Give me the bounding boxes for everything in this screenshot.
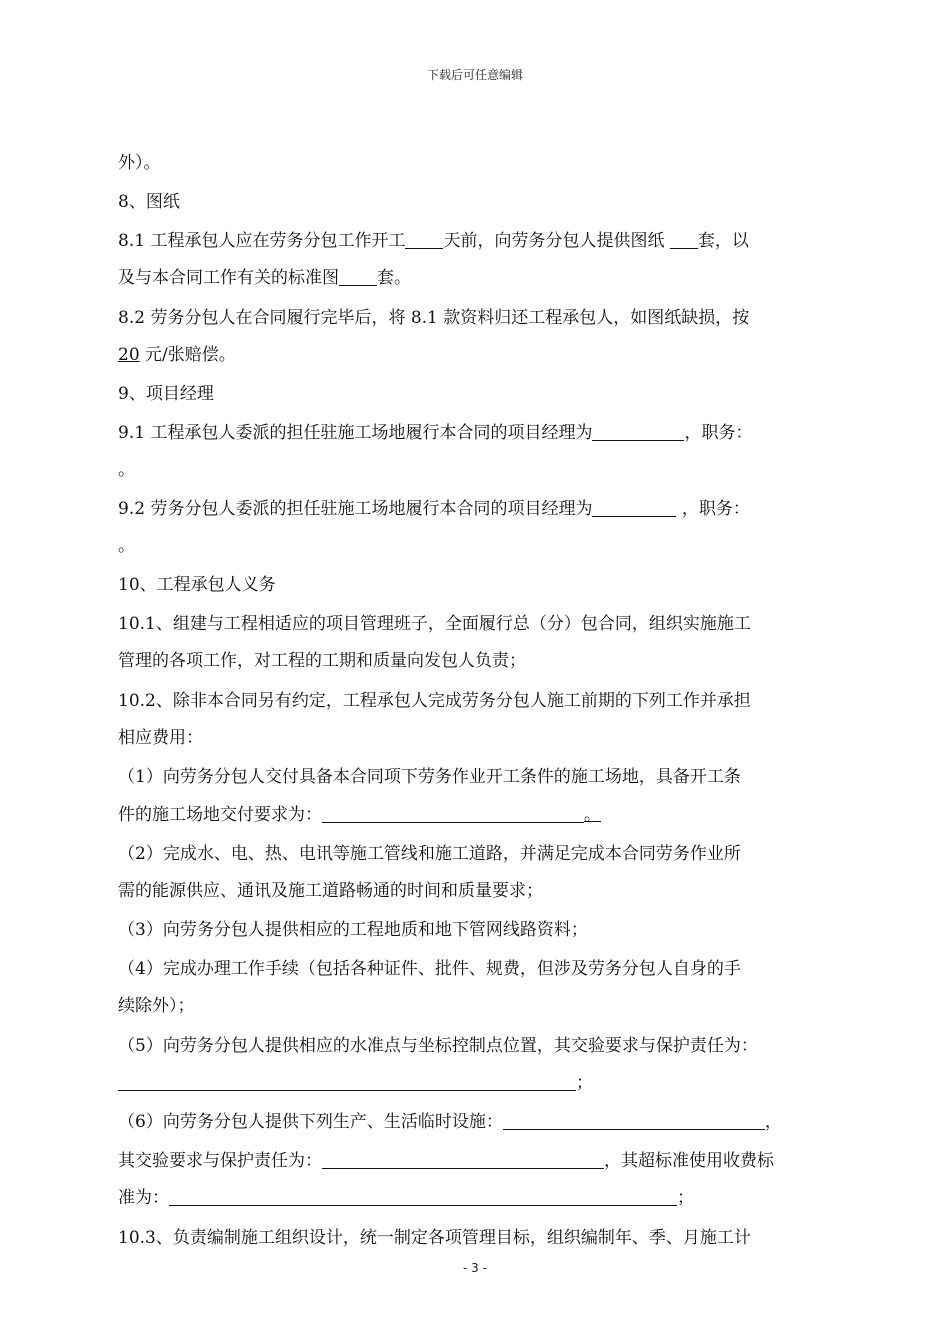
text-line: 需的能源供应、通讯及施工道路畅通的时间和质量要求；: [118, 881, 543, 901]
item-6: （6）向劳务分包人提供下列生产、生活临时设施： ，: [118, 1112, 782, 1132]
clause-10-1: 10.1、组建与工程相适应的项目管理班子，全面履行总（分）包合同，组织实施施工: [118, 614, 751, 634]
text-line: 20 元/张赔偿。: [118, 345, 236, 365]
page-number: - 3 -: [463, 1261, 487, 1275]
text-line: 件的施工场地交付要求为： 。: [118, 805, 601, 825]
section-heading-drawings: 8、图纸: [118, 192, 180, 212]
clause-10-3: 10.3、负责编制施工组织设计，统一制定各项管理目标，组织编制年、季、月施工计: [118, 1228, 751, 1248]
text-line: ；: [118, 1072, 593, 1094]
clause-10-2: 10.2、除非本合同另有约定，工程承包人完成劳务分包人施工前期的下列工作并承担: [118, 691, 751, 711]
item-3: （3）向劳务分包人提供相应的工程地质和地下管网线路资料；: [118, 920, 588, 940]
section-heading-project-manager: 9、项目经理: [118, 384, 214, 404]
item-5: （5）向劳务分包人提供相应的水准点与坐标控制点位置，其交验要求与保护责任为：: [118, 1036, 758, 1056]
compensation-amount: 20: [118, 345, 140, 365]
text-line: 续除外）；: [118, 996, 195, 1016]
blank-field: [118, 1074, 576, 1091]
blank-field: [670, 232, 698, 249]
clause-8-1: 8.1 工程承包人应在劳务分包工作开工 天前，向劳务分包人提供图纸 套，以: [118, 231, 749, 251]
blank-field: [169, 1189, 677, 1206]
blank-field: [405, 232, 443, 249]
blank-field: [322, 806, 584, 823]
blank-field: [503, 1113, 765, 1130]
text-line: 其交验要求与保护责任为： ，其超标准使用收费标: [118, 1151, 774, 1171]
page-header: 下载后可任意编辑: [426, 68, 523, 82]
text-line: 准为： ；: [118, 1188, 694, 1208]
blank-field: [592, 424, 684, 441]
blank-field: [339, 269, 377, 286]
blank-field: [592, 500, 676, 517]
item-4: （4）完成办理工作手续（包括各种证件、批件、规费，但涉及劳务分包人自身的手: [118, 959, 741, 979]
text-line: 。: [118, 536, 135, 556]
clause-8-2: 8.2 劳务分包人在合同履行完毕后，将 8.1 款资料归还工程承包人，如图纸缺损，按: [118, 308, 750, 328]
blank-field: [322, 1152, 604, 1169]
text-line: 及与本合同工作有关的标准图 套。: [118, 268, 411, 288]
text-line: 外）。: [118, 153, 161, 173]
section-heading-contractor-duties: 10、工程承包人义务: [118, 575, 276, 595]
item-1: （1）向劳务分包人交付具备本合同项下劳务作业开工条件的施工场地，具备开工条: [118, 767, 741, 787]
item-2: （2）完成水、电、热、电讯等施工管线和施工道路，并满足完成本合同劳务作业所: [118, 844, 741, 864]
clause-9-1: 9.1 工程承包人委派的担任驻施工场地履行本合同的项目经理为 ，职务：: [118, 423, 753, 443]
text-line: 。: [118, 460, 135, 480]
text-line: 相应费用：: [118, 728, 203, 748]
text-line: 管理的各项工作，对工程的工期和质量向发包人负责；: [118, 651, 526, 671]
clause-9-2: 9.2 劳务分包人委派的担任驻施工场地履行本合同的项目经理为 ，职务：: [118, 499, 750, 519]
